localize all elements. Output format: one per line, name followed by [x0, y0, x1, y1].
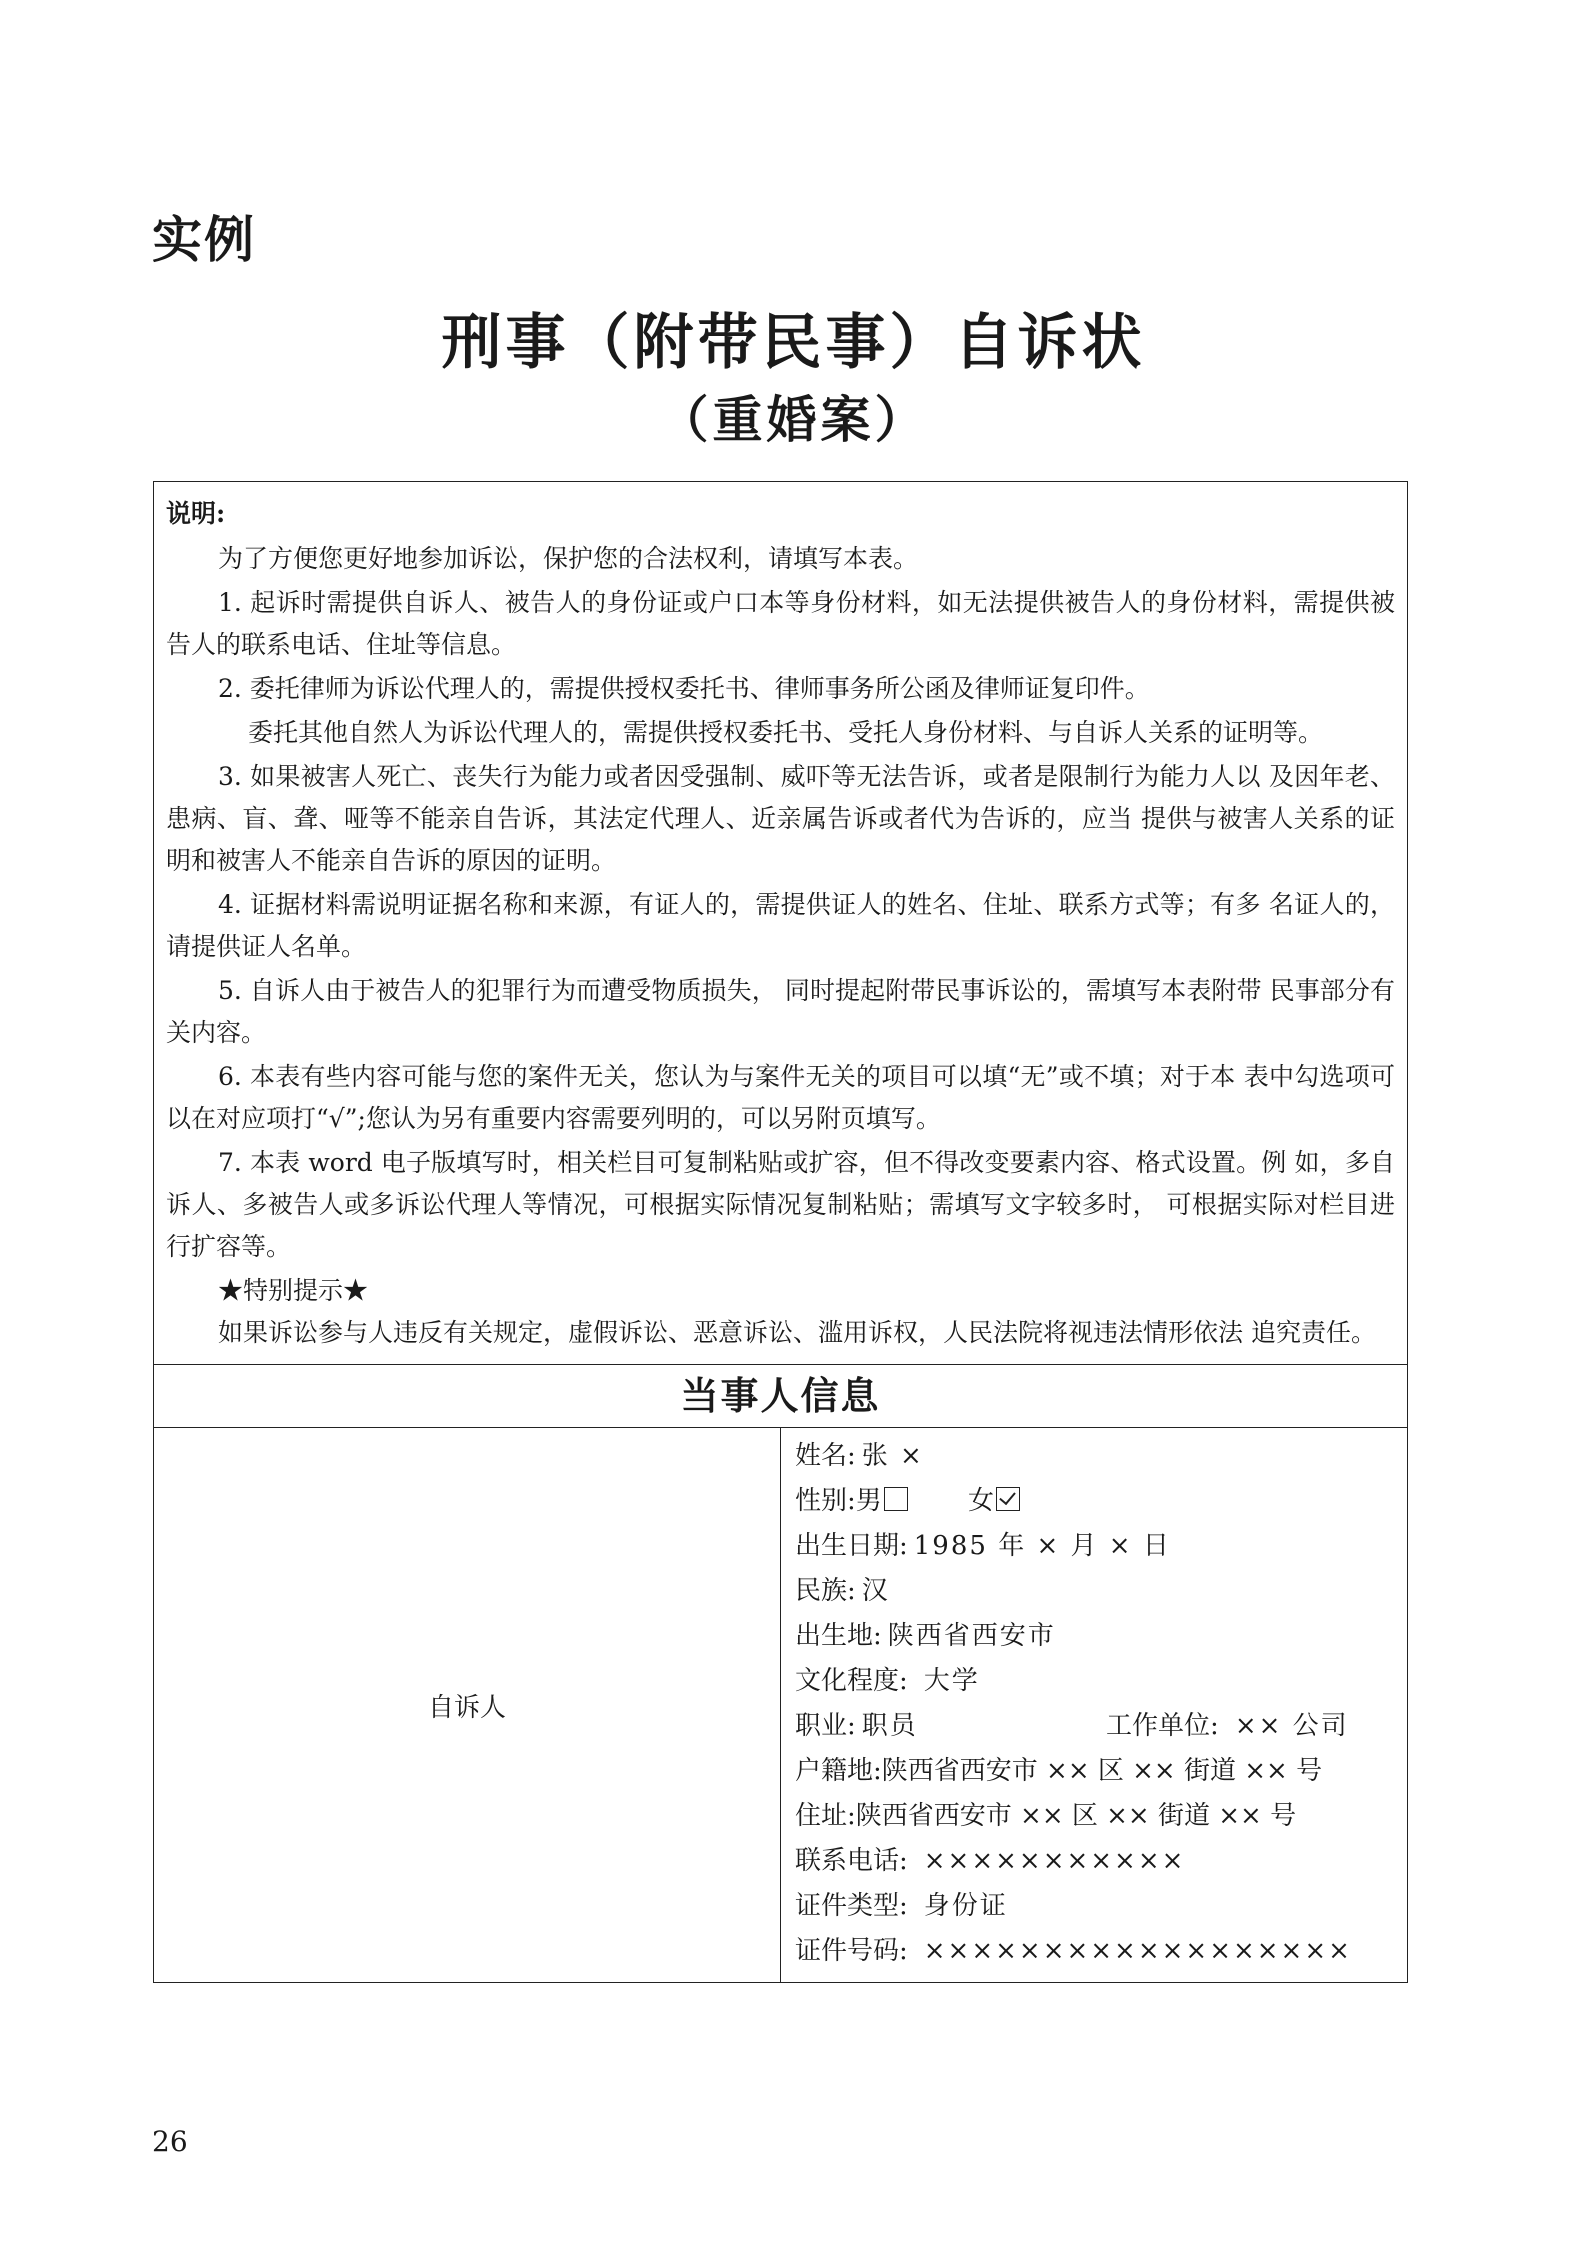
birthplace-line [795, 1614, 1395, 1659]
employer-label: 工作单位: [1106, 1711, 1219, 1741]
household-label: 户籍地: [795, 1756, 882, 1786]
birthplace-value[interactable]: 陕西省西安市 [887, 1621, 1056, 1651]
name-label: 姓名: [795, 1441, 856, 1471]
gender-female-checkbox[interactable] [996, 1487, 1020, 1511]
occupation-line [795, 1704, 1395, 1749]
page-number: 26 [152, 2125, 188, 2158]
notes-item-3: 3. 如果被害人死亡、丧失行为能力或者因受强制、威吓等无法告诉，或者是限制行为能力人以 及因年老、患病、盲、聋、哑等不能亲自告诉，其法定代理人、近亲属告诉或者代为告诉的，应当 提供与被害人关系的证明和被害人不能亲自告诉的原因的证明。 [166, 762, 1395, 875]
notes-item-1: 1. 起诉时需提供自诉人、被告人的身份证或户口本等身份材料，如无法提供被告人的身份材料，需提供被告人的联系电话、住址等信息。 [166, 588, 1395, 659]
address-value[interactable]: 陕西省西安市 ×× 区 ×× 街道 ×× 号 [855, 1801, 1297, 1831]
gender-male-checkbox[interactable] [884, 1487, 908, 1511]
notes-cell [154, 482, 1408, 1365]
id-type-line [795, 1884, 1395, 1929]
birth-line [795, 1524, 1395, 1569]
id-type-label: 证件类型: [795, 1891, 908, 1921]
birth-label: 出生日期: [795, 1531, 908, 1561]
gender-line [795, 1479, 1395, 1524]
id-number-line [795, 1929, 1395, 1974]
id-type-value[interactable]: 身份证 [923, 1891, 1008, 1921]
birth-value[interactable]: 1985 年 × 月 × 日 [913, 1531, 1171, 1561]
birthplace-label: 出生地: [795, 1621, 882, 1651]
section-header-row [154, 1365, 1408, 1428]
ethnicity-value[interactable]: 汉 [861, 1576, 890, 1606]
notes-title: 说明: [166, 499, 226, 528]
notes-item-5: 5. 自诉人由于被告人的犯罪行为而遭受物质损失， 同时提起附带民事诉讼的，需填写本表附带 民事部分有关内容。 [166, 976, 1395, 1047]
notes-item-4: 4. 证据材料需说明证据名称和来源，有证人的，需提供证人的姓名、住址、联系方式等；有多 名证人的，请提供证人名单。 [166, 890, 1395, 961]
name-line [795, 1434, 1395, 1479]
phone-value[interactable]: ××××××××××× [923, 1846, 1186, 1876]
ethnicity-label: 民族: [795, 1576, 856, 1606]
gender-female-label: 女 [968, 1486, 995, 1516]
occupation-label: 职业: [795, 1711, 856, 1741]
notes-item-2a: 2. 委托律师为诉讼代理人的，需提供授权委托书、律师事务所公函及律师证复印件。 [218, 674, 1150, 703]
party-role-label: 自诉人 [154, 1428, 781, 1983]
notes-item-7: 7. 本表 word 电子版填写时，相关栏目可复制粘贴或扩容，但不得改变要素内容、格式设置。例 如，多自诉人、多被告人或多诉讼代理人等情况，可根据实际情况复制粘贴；需填写文字较多时， 可根据实际对栏目进行扩容等。 [166, 1148, 1395, 1261]
party-info-cell [781, 1428, 1408, 1983]
notes-item-2b: 委托其他自然人为诉讼代理人的，需提供授权委托书、受托人身份材料、与自诉人关系的证明等。 [248, 718, 1324, 747]
phone-label: 联系电话: [795, 1846, 908, 1876]
education-value[interactable]: 大学 [923, 1666, 980, 1696]
party-row [154, 1428, 1408, 1983]
party-info-header: 当事人信息 [154, 1365, 1408, 1428]
id-number-value[interactable]: ×××××××××××××××××× [923, 1936, 1352, 1966]
education-line [795, 1659, 1395, 1704]
phone-line [795, 1839, 1395, 1884]
occupation-value[interactable]: 职员 [861, 1711, 918, 1741]
address-label: 住址: [795, 1801, 856, 1831]
address-line [795, 1794, 1395, 1839]
special-notice-text: 如果诉讼参与人违反有关规定，虚假诉讼、恶意诉讼、滥用诉权，人民法院将视违法情形依法 追究责任。 [218, 1318, 1376, 1347]
gender-male-label: 男 [855, 1486, 882, 1516]
id-number-label: 证件号码: [795, 1936, 908, 1966]
document-subtitle: （重婚案） [658, 390, 929, 449]
ethnicity-line [795, 1569, 1395, 1614]
notes-item-6: 6. 本表有些内容可能与您的案件无关，您认为与案件无关的项目可以填“无”或不填；对于本 表中勾选项可以在对应项打“√”;您认为另有重要内容需要列明的，可以另附页填写。 [166, 1062, 1395, 1133]
gender-label: 性别: [795, 1486, 856, 1516]
document-title: 刑事（附带民事）自诉状 [441, 308, 1146, 378]
name-value[interactable]: 张 × [861, 1441, 924, 1471]
notes-row [154, 482, 1408, 1365]
household-value[interactable]: 陕西省西安市 ×× 区 ×× 街道 ×× 号 [881, 1756, 1323, 1786]
complaint-form-table [153, 481, 1408, 1983]
notes-intro: 为了方便您更好地参加诉讼，保护您的合法权利，请填写本表。 [218, 544, 919, 573]
household-line [795, 1749, 1395, 1794]
section-heading: 实例 [152, 210, 256, 269]
special-notice-title: ★特别提示★ [218, 1276, 369, 1305]
education-label: 文化程度: [795, 1666, 908, 1696]
employer-value[interactable]: ×× 公司 [1234, 1711, 1349, 1741]
